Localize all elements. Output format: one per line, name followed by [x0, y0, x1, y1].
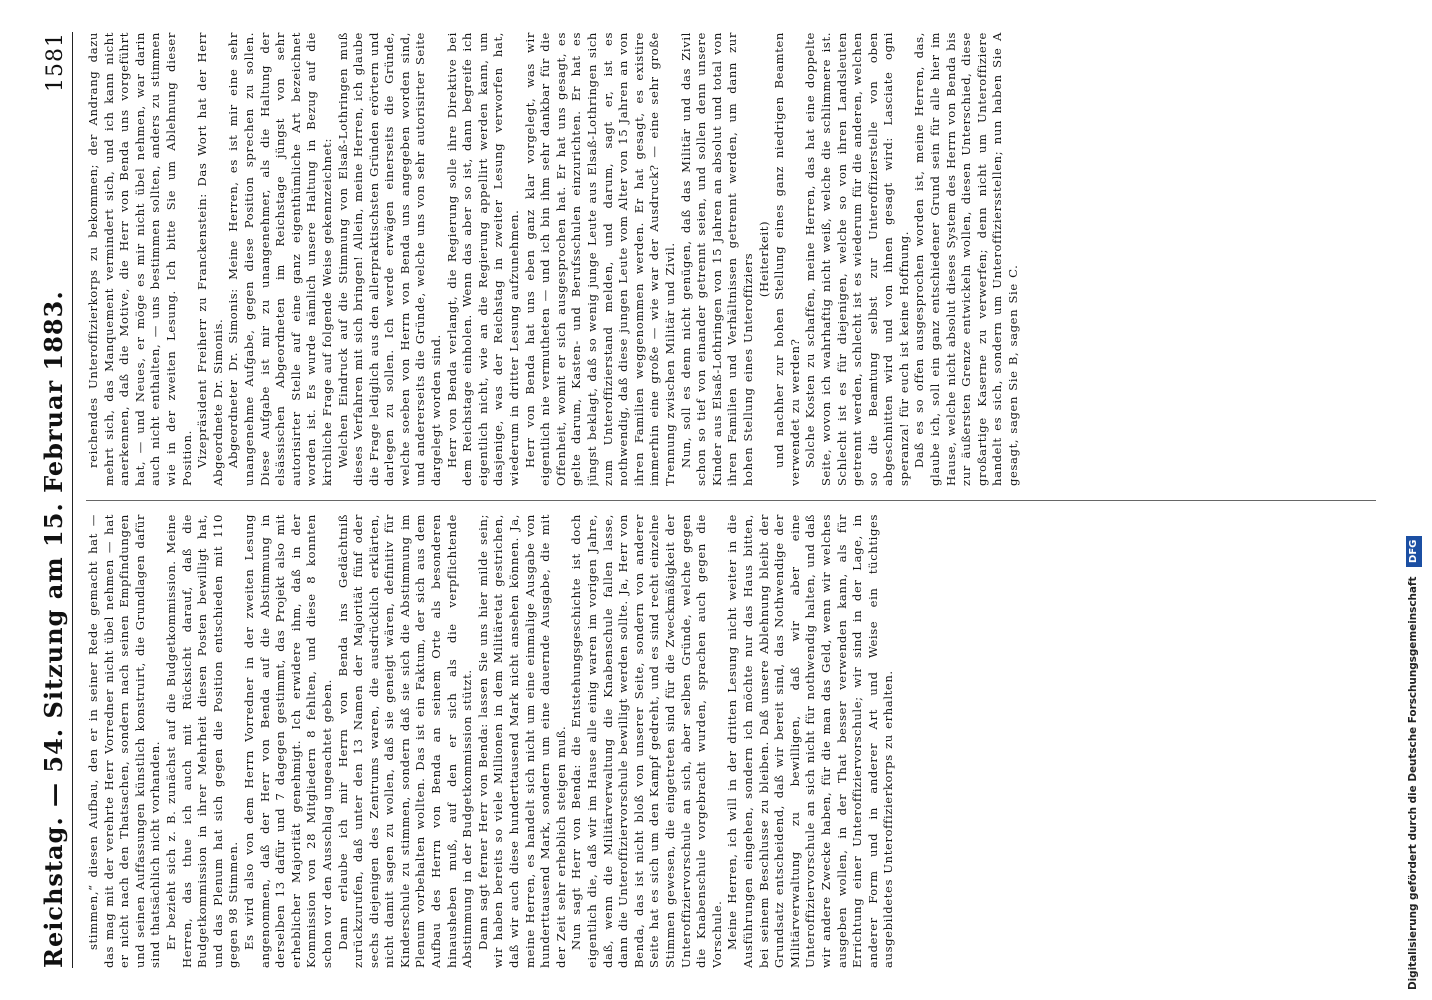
- paragraph: Daß es so offen ausgesprochen worden ist, meine Herren, das, glaube ich, soll ein ganz entschiedener Grund sein für alle hier im Hause, welche nicht absolut dieses System des Herrn von Benda bis zur äußersten Grenze entwickeln wollen, diesen Unterschied, diese großartige Kaserne zu verwerfen; denn nicht um Unteroffiziere handelt es sich, sondern um Unteroffiziersstellen; nun haben Sie A gesagt, sagen Sie B, sagen Sie C.: [912, 32, 1021, 486]
- left-column: [86, 514, 1376, 968]
- paragraph: Abgeordneter Dr. Simonis: Meine Herren, es ist mir eine sehr unangenehme Aufgabe, gegen diese Position sprechen zu sollen. Diese Aufgabe ist mir zu unangenehmer, als die Haltung der elsässischen Abgeordneten im Reichstage jüngst von sehr autorisirter Stelle auf eine ganz eigenthümliche Art bezeichnet worden ist. Es wurde nämlich unsere Haltung in Bezug auf die kirchliche Frage auf folgende Weise gekennzeichnet:: [226, 32, 334, 486]
- page-number: 1581: [43, 32, 68, 92]
- paragraph: reichendes Unteroffizierkorps zu bekommen; der Andrang dazu mehrt sich, das Manquement vermindert sich, und ich kann nicht anerkennen, daß die Motive, die Herr von Benda uns vorgeführt hat, — und Neues, er möge es mir nicht übel nehmen, war darin auch nicht enthalten, — uns bestimmen sollten, anders zu stimmen wie in der zweiten Lesung. Ich bitte Sie um Ablehnung dieser Position.: [86, 32, 194, 486]
- dfg-logo: DFG: [1406, 536, 1422, 567]
- paragraph: und nachher zur hohen Stellung eines ganz niedrigen Beamten verwendet zu werden?: [772, 32, 802, 486]
- right-column: [86, 32, 1376, 486]
- paragraph: Nun sagt Herr von Benda: die Entstehungsgeschichte ist doch eigentlich die, daß wir im Hause alle einig waren im vorigen Jahre, daß, wenn die Militärverwaltung die Knabenschule fallen lasse, dann die Unteroffiziervorschule bewilligt werden sollte. Ja, Herr von Benda, das ist nicht bloß von unserer Seite, sondern von anderer Seite hat es sich um den Kampf gedreht, und es sind recht einzelne Stimmen gewesen, die eingetreten sind für die Zweckmäßigkeit der Unteroffiziervorschule an sich, aber selben Gründe, welche gegen die Knabenschule vorgebracht wurden, sprachen auch gegen die Vorschule.: [569, 514, 724, 968]
- paragraph: Herr von Benda hat uns eben ganz klar vorgelegt, was wir eigentlich nie vermutheten — und ich bin ihm sehr dankbar für die Offenheit, womit er sich ausgesprochen hat. Er hat uns gesagt, es gelte darum, Kasten- und Berufsschulen einzurichten. Er hat es jüngst beklagt, daß so wenig junge Leute aus Elsaß-Lothringen sich zum Unteroffizierstand melden, und darum, sagt er, ist es nothwendig, daß diese jungen Leute vom Alter von 15 Jahren an von ihren Familien weggenommen werden. Er hat gesagt, es existire immerhin eine große — wie war der Ausdruck? — eine sehr große Trennung zwischen Militär und Zivil.: [522, 32, 677, 486]
- paragraph: Nun, soll es denn nicht genügen, daß das Militär und das Zivil schon so tief von einander getrennt seien, und sollen denn unsere Kinder aus Elsaß-Lothringen von 15 Jahren an absolut und total von ihren Familien und Verhältnissen getrennt werden, um dann zur hohen Stellung eines Unteroffiziers: [678, 32, 755, 486]
- column-divider: [86, 500, 1376, 501]
- paragraph: Dann erlaube ich mir Herrn von Benda ins Gedächtniß zurückzurufen, daß unter den 13 Namen der Majorität fünf oder sechs diejenigen des Zentrums waren, die ausdrücklich erklärten, nicht damit sagen zu wollen, daß sie geneigt wären, definitiv für Kinderschule zu stimmen, sondern daß sie sich die Abstimmung im Plenum vorbehalten wollten. Das ist ein Faktum, der sich aus dem Aufbau des Herrn von Benda an seinem Orte als besonderen hinausheben muß, auf den er sich als die verpflichtende Abstimmung in der Budgetkommission stützt.: [335, 514, 475, 968]
- header-title: Reichstag. — 54. Sitzung am 15. Februar 1883.: [39, 290, 68, 968]
- paragraph: Herr von Benda verlangt, die Regierung solle ihre Direktive bei dem Reichstage einholen. Wenn das aber so ist, dann begreife ich eigentlich nicht, wie an die Regierung appellirt werden kann, um dasjenige, was der Reichstag in zweiter Lesung verworfen hat, wiederum in dritter Lesung aufzunehmen.: [444, 32, 522, 486]
- paragraph: Solche Kosten zu schaffen, meine Herren, das hat eine doppelte Seite, wovon ich wahrhaftig nicht weiß, welche die schlimmere ist. Schlecht ist es für diejenigen, welche so von ihren Landsleuten getrennt werden, schlecht ist es wiederum für die anderen, welchen so die Beamtung selbst zur Unteroffizierstelle von oben abgeschnitten wird und von ihnen gesagt wird: Lasciate ogni speranza! für euch ist keine Hoffnung.: [803, 32, 911, 486]
- dfg-notice-text: Digitalisierung gefördert durch die Deutsche Forschungsgemeinschaft: [1407, 576, 1419, 990]
- paragraph: Er bezieht sich z. B. zunächst auf die Budgetkommission. Meine Herren, das thue ich auch mit Rücksicht darauf, daß die Budgetkommission in ihrer Mehrheit diesen Posten bewilligt hat, und das Plenum hat sich gegen die Position entschieden mit 110 gegen 98 Stimmen.: [163, 514, 241, 968]
- paragraph: stimmen,“ diesen Aufbau, den er in seiner Rede gemacht hat — das mag mit der verehrte Herr Vorredner nicht übel nehmen — hat er nicht nach den Thatsachen, sondern nach seinen Empfindungen und seinen Auffassungen künstlich konstruirt, die Grundlagen dafür sind thatsächlich nicht vorhanden.: [86, 514, 163, 968]
- dfg-notice-strip: [1398, 0, 1432, 1000]
- paragraph: (Heiterkeit): [756, 220, 771, 298]
- dfg-notice: [1402, 10, 1424, 990]
- paragraph: Welchen Eindruck auf die Stimmung von Elsaß-Lothringen muß dieses Verfahren mit sich bringen! Allein, meine Herren, ich glaube die Frage lediglich aus den allerpraktischsten Gründen erörtern und darlegen zu sollen. Ich werde erwägen einerseits die Gründe, welche soeben von Herrn von Benda uns angegeben worden sind, und andererseits die Gründe, welche uns von sehr autorisirter Seite dargelegt worden sind.: [335, 32, 444, 486]
- paragraph: Meine Herren, ich will in der dritten Lesung nicht weiter in die Ausführungen eingehen, sondern ich möchte nur das Haus bitten, bei seinem Beschlusse zu bleiben. Daß unsere Ablehnung bleibt der Grundsatz entscheidend, daß wir bereit sind, das Nothwendige der Militärverwaltung zu bewilligen, daß wir aber eine Unteroffiziervorschule an sich nicht für nothwendig halten, und daß wir andere Zwecke haben, für die man das Geld, wenn wir welches ausgeben wollen, in der That besser verwenden kann, als für Errichtung einer Unteroffiziervorschule; wir sind in der Lage, in anderer Form und in anderer Art und Weise ein tüchtiges ausgebildetes Unteroffizierkorps zu erhalten.: [725, 514, 896, 968]
- page-header: [34, 32, 73, 968]
- paragraph: Dann sagt ferner Herr von Benda: lassen Sie uns hier milde sein; wir haben bereits so viele Millionen in dem Militäretat gestrichen, daß wir auch diese hunderttausend Mark nicht ansehen können. Ja, meine Herren, es handelt sich nicht um eine einmalige Ausgabe von hunderttausend Mark, sondern um eine dauernde Ausgabe, die mit der Zeit sehr erheblich steigen muß.: [475, 514, 568, 968]
- paragraph: Vizepräsident Freiherr zu Franckenstein: Das Wort hat der Herr Abgeordnete Dr. Simonis.: [195, 32, 225, 486]
- paragraph: Es wird also von dem Herrn Vorredner in der zweiten Lesung angenommen, daß der Herr von Benda auf die Abstimmung in derselben 13 dafür und 7 dagegen gestimmt, das Projekt also mit erheblicher Majorität genehmigt. Ich erwidere ihm, daß in der Kommission von 28 Mitgliedern 8 fehlten, und diese 8 konnten schon vor den Ausschlag ungeachtet geben.: [241, 514, 334, 968]
